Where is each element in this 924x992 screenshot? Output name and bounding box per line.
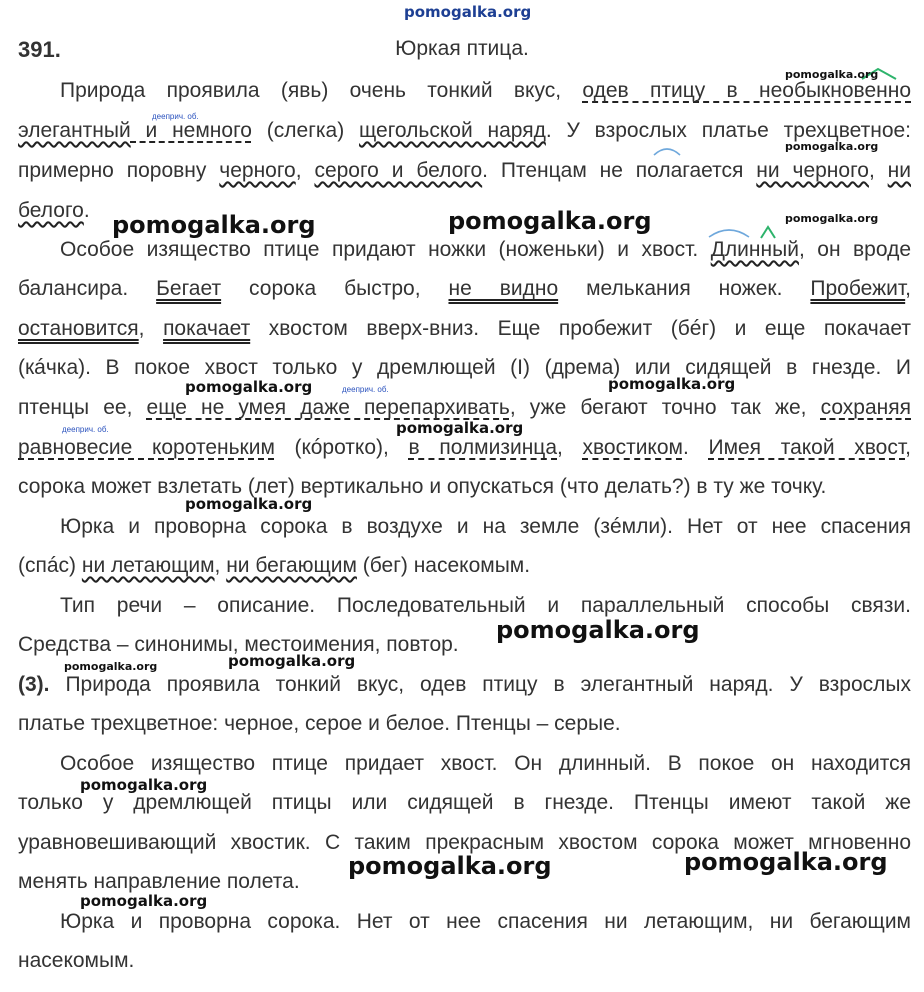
watermark: pomogalka.org bbox=[785, 212, 879, 225]
para3-line2 bbox=[18, 552, 911, 580]
para7-line2: насекомым. bbox=[18, 949, 135, 972]
text-run: . Птенцам не полагается bbox=[482, 159, 757, 182]
text-run: ни летающим bbox=[81, 554, 215, 577]
text-run: белого bbox=[18, 199, 84, 222]
para5-line2: платье трехцветное: черное, серое и белое. Птенцы – серые. bbox=[18, 712, 621, 735]
text-run: Пробежит bbox=[810, 277, 906, 300]
text-run: Бегает bbox=[156, 277, 222, 300]
para4-line2: Средства – синонимы, местоимения, повтор. bbox=[18, 633, 459, 656]
text-run: сорока быстро, bbox=[221, 277, 449, 300]
text-run: еще не умея даже перепархивать bbox=[146, 396, 510, 419]
watermark: pomogalka.org bbox=[496, 616, 700, 644]
text-run: и немного bbox=[130, 119, 252, 142]
root-mark-icon bbox=[652, 145, 682, 157]
text-run: Имея такой хвост bbox=[708, 436, 906, 459]
watermark: pomogalka.org bbox=[396, 419, 524, 437]
text-run: Природа проявила (явь) очень тонкий вкус, bbox=[60, 79, 583, 102]
root-mark-icon bbox=[707, 225, 753, 239]
text-run: покачает bbox=[163, 317, 251, 340]
para2-line4: (кáчка). В покое хвост только у дремлющей (I) (дрема) или сидящей в гнезде. И bbox=[18, 356, 911, 379]
watermark: pomogalka.org bbox=[80, 892, 208, 910]
watermark: pomogalka.org bbox=[608, 375, 736, 393]
watermark: pomogalka.org bbox=[785, 68, 879, 81]
text-run: мелькания ножек. bbox=[558, 277, 811, 300]
watermark: pomogalka.org bbox=[112, 211, 316, 239]
para2-line2 bbox=[18, 275, 911, 303]
watermark: pomogalka.org bbox=[185, 378, 313, 396]
para2-line6 bbox=[18, 434, 911, 462]
watermark: pomogalka.org bbox=[785, 140, 879, 153]
watermark: pomogalka.org bbox=[684, 848, 888, 876]
para6-line1: Особое изящество птице придает хвост. Он длинный. В покое он находится bbox=[60, 752, 911, 775]
page-title: Юркая птица. bbox=[395, 37, 529, 60]
text-run: ни бегающим bbox=[226, 554, 357, 577]
watermark: pomogalka.org bbox=[448, 207, 652, 235]
text-run: , bbox=[295, 159, 315, 182]
para6-line4: менять направление полета. bbox=[18, 870, 300, 893]
watermark: pomogalka.org bbox=[185, 495, 313, 513]
para1-line2 bbox=[18, 117, 911, 145]
annotation-label: дееприч. об. bbox=[342, 385, 389, 394]
text-run: , он вроде bbox=[798, 238, 912, 261]
text-run: , bbox=[868, 159, 888, 182]
text-run: (бег) насекомым. bbox=[356, 554, 531, 577]
text-run: , bbox=[214, 554, 227, 577]
text-run: сохраняя bbox=[820, 396, 912, 419]
text-run: примерно поровну bbox=[18, 159, 220, 182]
text-run: (кóротко), bbox=[274, 436, 409, 459]
text-run: Особое изящество птице придают ножки (ноженьки) и хвост. bbox=[60, 238, 711, 261]
text-run: . bbox=[682, 436, 709, 459]
watermark: pomogalka.org bbox=[64, 660, 158, 673]
para2-line7: сорока может взлетать (лет) вертикально и опускаться (что делать?) в ту же точку. bbox=[18, 475, 827, 498]
text-run: хвостом вверх-вниз. Еще пробежит (бéг) и еще покачает bbox=[250, 317, 912, 340]
text-run: (слегка) bbox=[251, 119, 360, 142]
text-run: , уже бегают точно так же, bbox=[509, 396, 821, 419]
text-run: , bbox=[138, 317, 164, 340]
suffix-mark-icon bbox=[758, 224, 778, 240]
text-run: серого и белого bbox=[314, 159, 483, 182]
text-run: ни bbox=[887, 159, 911, 182]
text-run: элегантный bbox=[18, 119, 131, 142]
text-run: равновесие коротеньким bbox=[18, 436, 275, 459]
text-run: черного bbox=[219, 159, 296, 182]
para1-line1 bbox=[18, 77, 911, 105]
text-run: щегольской наряд bbox=[359, 119, 546, 142]
para1-line3 bbox=[18, 157, 911, 185]
para4-line1: Тип речи – описание. Последовательный и параллельный способы связи. bbox=[60, 594, 911, 617]
text-run: . У взрослых платье трехцветное: bbox=[545, 119, 912, 142]
annotation-label: дееприч. об. bbox=[152, 112, 199, 121]
text-run: , bbox=[905, 436, 911, 459]
text-run: ни черного bbox=[756, 159, 869, 182]
watermark: pomogalka.org bbox=[228, 652, 356, 670]
para2-line5 bbox=[18, 394, 911, 422]
para6-line3: уравновешивающий хвостик. С таким прекрасным хвостом сорока может мгновенно bbox=[18, 831, 911, 854]
text-run: птенцы ее, bbox=[18, 396, 147, 419]
text-run: не видно bbox=[448, 277, 559, 300]
watermark-top: pomogalka.org bbox=[404, 3, 532, 21]
text-run: остановится bbox=[18, 317, 139, 340]
watermark: pomogalka.org bbox=[80, 776, 208, 794]
annotation-label: дееприч. об. bbox=[62, 425, 109, 434]
text-run: хвостиком bbox=[582, 436, 683, 459]
text-run: Природа проявила тонкий вкус, одев птицу в элегантный наряд. У взрослых bbox=[49, 673, 911, 696]
text-run: , bbox=[905, 277, 912, 300]
para2-line1 bbox=[18, 236, 911, 264]
para3-line1: Юрка и проворна сорока в воздухе и на земле (зéмли). Нет от нее спасения bbox=[60, 515, 911, 538]
section-number: (3). bbox=[18, 673, 50, 696]
text-run: . bbox=[83, 199, 90, 222]
text-run: балансира. bbox=[18, 277, 157, 300]
para7-line1: Юрка и проворна сорока. Нет от нее спасения ни летающим, ни бегающим bbox=[60, 910, 911, 933]
text-run: Длинный bbox=[710, 238, 799, 261]
text-run: одев птицу в необыкновенно bbox=[582, 79, 911, 102]
text-run: в полмизинца bbox=[408, 436, 557, 459]
text-run: , bbox=[557, 436, 583, 459]
text-run: (спáс) bbox=[18, 554, 82, 577]
watermark: pomogalka.org bbox=[348, 852, 552, 880]
task-number: 391. bbox=[18, 37, 61, 62]
para2-line3 bbox=[18, 315, 911, 343]
para6-line2: только у дремлющей птицы или сидящей в гнезде. Птенцы имеют такой же bbox=[18, 791, 911, 814]
para5-line1 bbox=[18, 671, 911, 699]
